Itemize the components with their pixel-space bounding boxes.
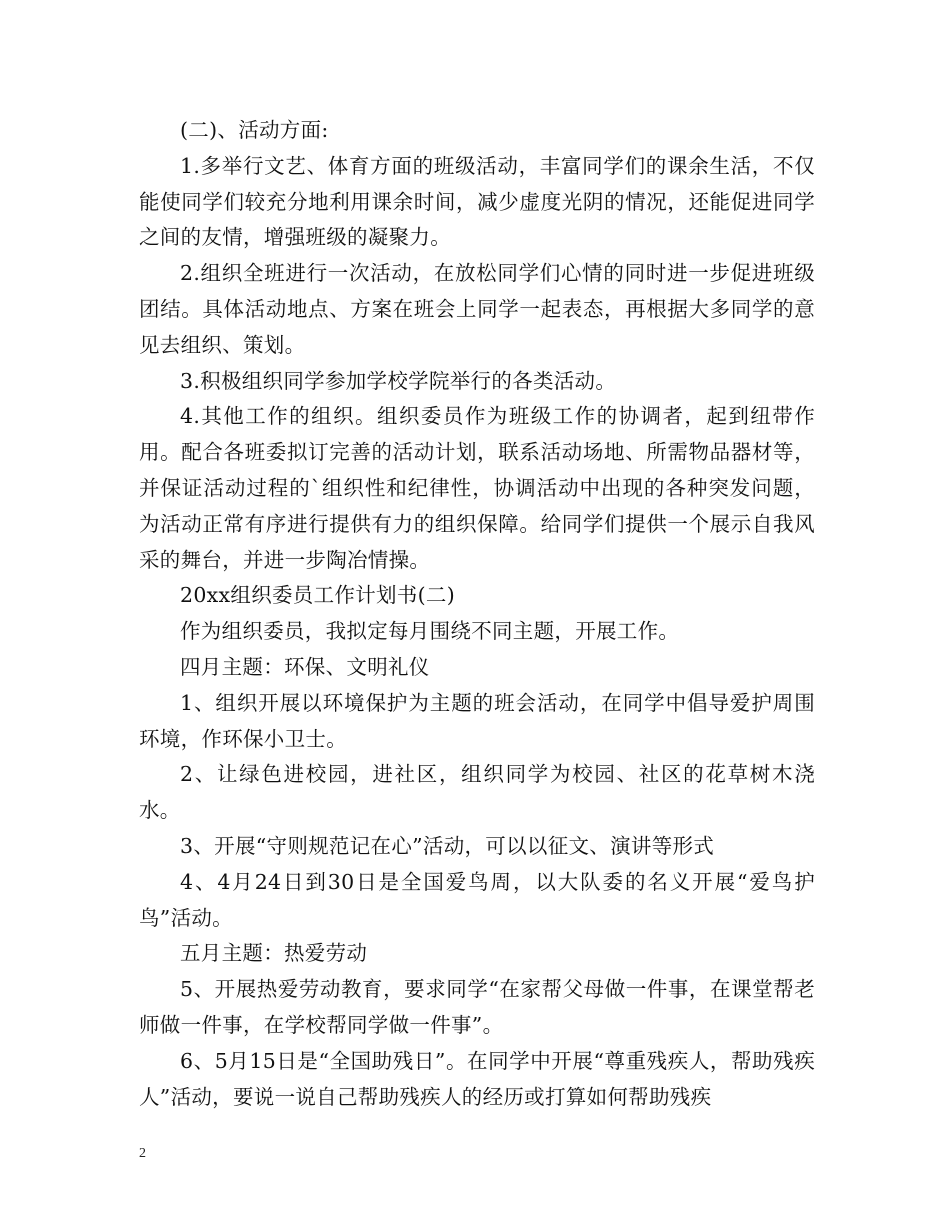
may-item-5: 5、开展热爱劳动教育，要求同学“在家帮父母做一件事，在课堂帮老师做一件事，在学校帮同学做一件事”。 <box>139 977 815 1037</box>
april-item-2: 2、让绿色进校园，进社区，组织同学为校园、社区的花草树木浇水。 <box>139 762 815 823</box>
document-body <box>139 113 815 1115</box>
april-theme-heading: 四月主题：环保、文明礼仪 <box>180 654 430 679</box>
may-item-6: 6、5月15日是“全国助残日”。在同学中开展“尊重残疾人，帮助残疾人”活动，要说一说自己帮助残疾人的经历或打算如何帮助残疾 <box>139 1048 815 1109</box>
april-item-1: 1、组织开展以环境保护为主题的班会活动，在同学中倡导爱护周围环境，作环保小卫士。 <box>139 690 815 751</box>
may-theme-heading: 五月主题：热爱劳动 <box>180 941 368 966</box>
plan-title-2: 20xx组织委员工作计划书(二) <box>180 583 456 608</box>
april-item-3: 3、开展“守则规范记在心”活动，可以以征文、演讲等形式 <box>180 833 715 858</box>
paragraph-item-4: 4.其他工作的组织。组织委员作为班级工作的协调者，起到纽带作用。配合各班委拟订完善的活动计划，联系活动场地、所需物品器材等，并保证活动过程的`组织性和纪律性，协调活动中出现的各种突发问题，为活动正常有序进行提供有力的组织保障。给同学们提供一个展示自我风采的舞台，并进一步陶冶情操。 <box>139 404 815 572</box>
section-heading-activities: (二)、活动方面: <box>180 118 329 142</box>
page-number: 2 <box>139 1146 146 1161</box>
april-item-4: 4、4月24日到30日是全国爱鸟周，以大队委的名义开展“爱鸟护鸟”活动。 <box>139 869 815 930</box>
paragraph-item-1: 1.多举行文艺、体育方面的班级活动，丰富同学们的课余生活，不仅能使同学们较充分地利用课余时间，减少虚度光阴的情况，还能促进同学之间的友情，增强班级的凝聚力。 <box>139 153 815 250</box>
paragraph-item-2: 2.组织全班进行一次活动，在放松同学们心情的同时进一步促进班级团结。具体活动地点、方案在班会上同学一起表态，再根据大多同学的意见去组织、策划。 <box>139 261 815 357</box>
plan-intro: 作为组织委员，我拟定每月围绕不同主题，开展工作。 <box>180 619 680 644</box>
paragraph-item-3: 3.积极组织同学参加学校学院举行的各类活动。 <box>180 368 617 393</box>
